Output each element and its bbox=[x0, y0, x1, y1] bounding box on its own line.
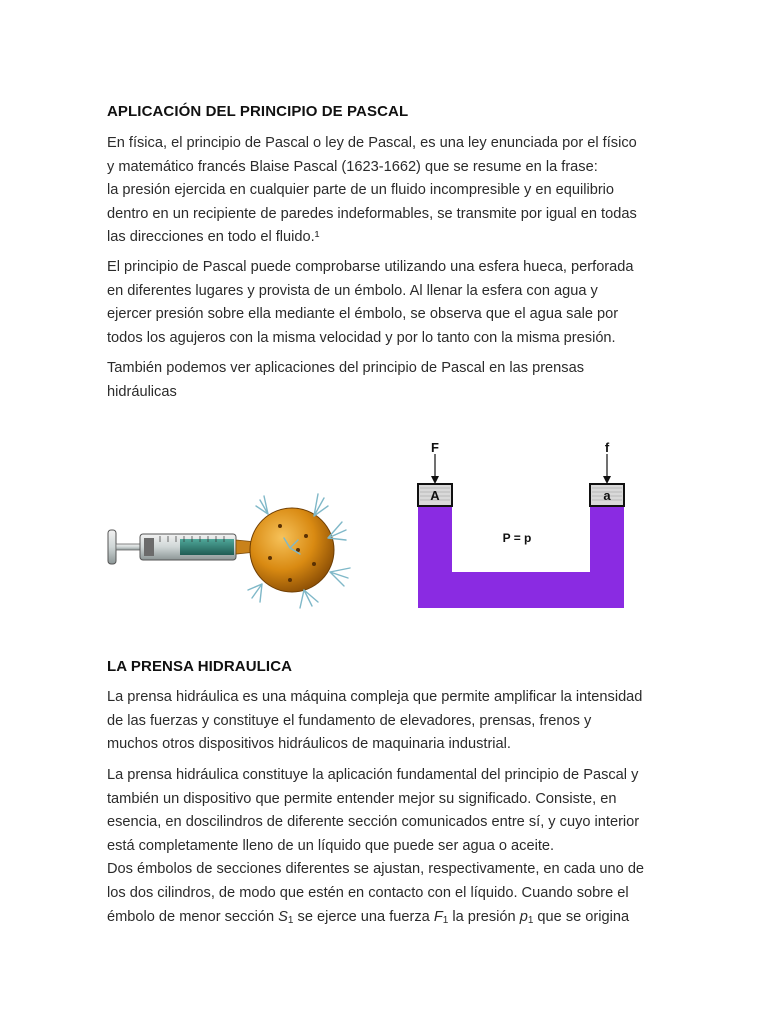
pascal-sphere-illustration bbox=[100, 478, 390, 618]
symbol-subscript: 1 bbox=[442, 914, 449, 926]
text-line: y matemático francés Blaise Pascal (1623-1662) que se resume en la frase: bbox=[107, 158, 598, 175]
text-line: la presión ejercida en cualquier parte de un fluido incompresible y en equilibrio bbox=[107, 182, 615, 199]
symbol-subscript: 1 bbox=[527, 914, 534, 926]
text-fragment: que se origina bbox=[533, 908, 630, 925]
text-line: todos los agujeros con la misma velocidad y por lo tanto con la misma presión. bbox=[107, 329, 616, 346]
text-line: también un dispositivo que permite entender mejor su significado. Consiste, en bbox=[107, 790, 617, 807]
text-line: dentro en un recipiente de paredes indeformables, se transmite por igual en todas bbox=[107, 205, 637, 222]
text-line: hidráulicas bbox=[107, 383, 177, 400]
plunger-handle bbox=[108, 530, 116, 564]
label-area-large: A bbox=[430, 488, 440, 503]
paragraph-sphere-experiment bbox=[107, 256, 667, 350]
label-pressure-equality: P = p bbox=[502, 531, 532, 545]
paragraph-press-intro bbox=[107, 686, 667, 757]
symbol-s: S bbox=[278, 908, 288, 925]
plunger-head bbox=[144, 538, 154, 556]
text-line: El principio de Pascal puede comprobarse utilizando una esfera hueca, perforada bbox=[107, 259, 634, 275]
text-line: También podemos ver aplicaciones del principio de Pascal en las prensas bbox=[107, 360, 584, 376]
text-line: muchos otros dispositivos hidráulicos de maquinaria industrial. bbox=[107, 736, 511, 753]
text-line: Dos émbolos de secciones diferentes se ajustan, respectivamente, en cada uno de bbox=[107, 861, 645, 878]
text-line: los dos cilindros, de modo que estén en contacto con el líquido. Cuando sobre el bbox=[107, 884, 629, 901]
arrow-down-icon bbox=[603, 476, 611, 484]
paragraph-applications bbox=[107, 357, 667, 404]
text-line: En física, el principio de Pascal o ley de Pascal, es una ley enunciada por el físico bbox=[107, 135, 637, 151]
hydraulic-press-diagram bbox=[410, 438, 630, 614]
text-line: está completamente lleno de un líquido que puede ser agua o aceite. bbox=[107, 837, 555, 854]
text-line: La prensa hidráulica constituye la aplicación fundamental del principio de Pascal y bbox=[107, 767, 639, 783]
syringe-water bbox=[180, 539, 234, 555]
symbol-subscript: 1 bbox=[287, 914, 294, 926]
section-title-hydraulic-press: LA PRENSA HIDRAULICA bbox=[107, 658, 293, 675]
text-fragment: se ejerce una fuerza bbox=[293, 908, 434, 925]
label-area-small: a bbox=[603, 488, 611, 503]
text-line: ejercer presión sobre ella mediante el émbolo, se observa que el agua sale por bbox=[107, 306, 619, 323]
paragraph-press-description bbox=[107, 764, 667, 932]
symbol-p: p bbox=[519, 908, 528, 925]
text-fragment: la presión bbox=[448, 908, 520, 925]
text-fragment: émbolo de menor sección bbox=[107, 908, 279, 925]
arrow-down-icon bbox=[431, 476, 439, 484]
text-line: La prensa hidráulica es una máquina compleja que permite amplificar la intensidad bbox=[107, 689, 643, 705]
press-fluid bbox=[418, 504, 624, 608]
text-line: las direcciones en todo el fluido.¹ bbox=[107, 229, 320, 246]
symbol-f: F bbox=[433, 908, 443, 925]
section-title-pascal: APLICACIÓN DEL PRINCIPIO DE PASCAL bbox=[107, 103, 409, 120]
text-line: en diferentes lugares y provista de un émbolo. Al llenar la esfera con agua y bbox=[107, 282, 598, 299]
text-line: esencia, en doscilindros de diferente sección comunicados entre sí, y cuyo interior bbox=[107, 814, 640, 831]
label-force-large: F bbox=[431, 440, 439, 455]
text-line: de las fuerzas y constituye el fundamento de elevadores, prensas, frenos y bbox=[107, 712, 592, 729]
paragraph-definition bbox=[107, 132, 667, 250]
text-line-with-symbols bbox=[107, 906, 667, 933]
label-force-small: f bbox=[604, 440, 610, 455]
